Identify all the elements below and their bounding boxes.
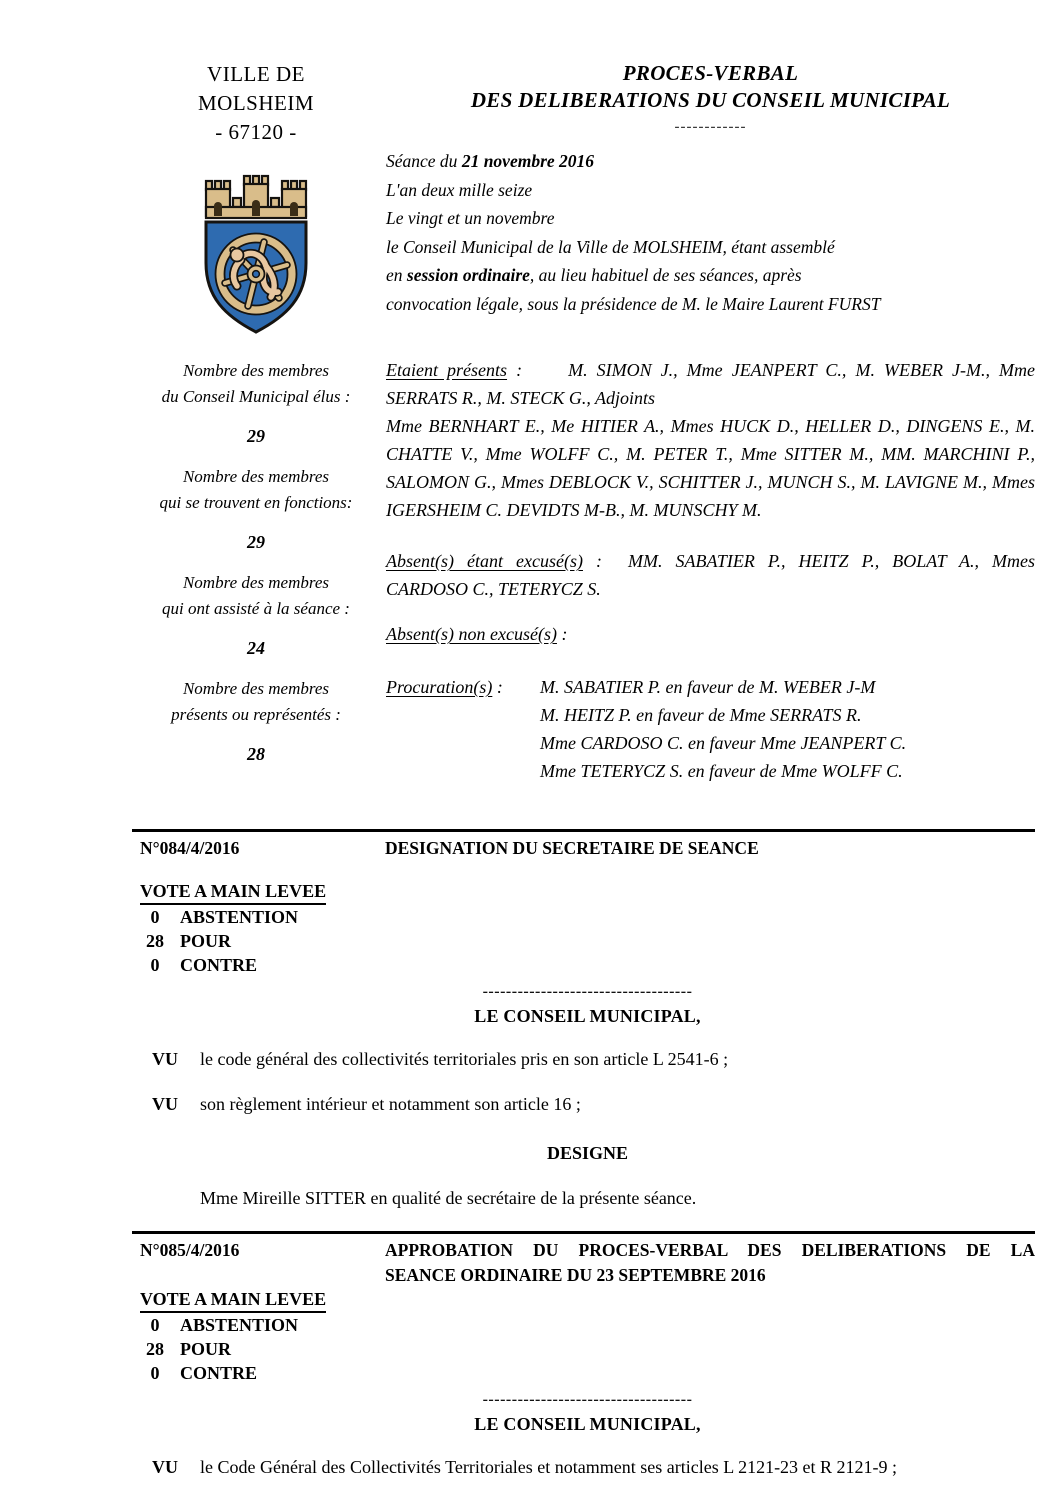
molsheim-coat-of-arms-icon (190, 167, 322, 341)
deliberation-ref: N°084/4/2016 (140, 838, 240, 858)
count-attended-value: 24 (247, 638, 265, 658)
deliberation-title-line-1: APPROBATION DU PROCES-VERBAL DES DELIBERATIONS DE LA (385, 1240, 1035, 1260)
vote-count: 28 (146, 1339, 164, 1359)
member-counts (140, 356, 372, 785)
session-date: 21 novembre 2016 (461, 151, 595, 171)
decision-heading: DESIGNE (546, 1143, 629, 1163)
council-heading: LE CONSEIL MUNICIPAL, (474, 1414, 701, 1434)
vote-row-contre (140, 1361, 1035, 1385)
deliberation-title-line-2: SEANCE ORDINAIRE DU 23 SEPTEMBRE 2016 (385, 1265, 766, 1285)
document-title-line-2: DES DELIBERATIONS DU CONSEIL MUNICIPAL (470, 88, 951, 112)
vote-count: 0 (150, 1363, 160, 1383)
clause-text: son règlement intérieur et notamment son article 16 ; (200, 1094, 581, 1114)
decision-text: Mme Mireille SITTER en qualité de secrétaire de la présente séance. (200, 1188, 697, 1208)
session-date-line: Séance du 21 novembre 2016 (386, 151, 595, 171)
vote-method-heading: VOTE A MAIN LEVEE (140, 1289, 326, 1313)
presents-label: Etaient présents (386, 360, 508, 380)
clause-keyword: VU (152, 1457, 178, 1477)
count-in-office-label: Nombre des membres qui se trouvent en fonctions: (159, 467, 353, 512)
attendance-section (140, 356, 1035, 785)
vote-label: ABSTENTION (180, 1315, 299, 1335)
council-heading: LE CONSEIL MUNICIPAL, (474, 1006, 701, 1026)
attendance-absent-not-excused: Absent(s) non excusé(s) : (386, 624, 568, 644)
procurations-label-wrap: Procuration(s) : (386, 677, 503, 697)
clause-keyword: VU (152, 1049, 178, 1069)
vote-count: 0 (150, 955, 160, 975)
document-title-line-1: PROCES-VERBAL (622, 61, 799, 85)
session-line-5: en session ordinaire, au lieu habituel de ses séances, après (386, 265, 802, 285)
section-divider (132, 829, 1035, 832)
vote-label: CONTRE (180, 955, 258, 975)
clause-text: le code général des collectivités territoriales pris en son article L 2541-6 ; (200, 1049, 729, 1069)
presents-others: Mme BERNHART E., Me HITIER A., Mmes HUCK D., HELLER D., DINGENS E., M. CHATTE V., Mme WOLFF C., M. PETER T., Mme SITTER M., MM. MARCHINI P., SALOMON G., Mmes DEBLOCK V., SCHITTER J., MUNCH S., M. LAVIGNE M., Mmes IGERSHEIM C. DEVIDTS M-B., M. MUNSCHY M. (386, 416, 1035, 520)
document-header (140, 60, 1035, 346)
vote-label: POUR (180, 931, 231, 951)
procuration-item: Mme TETERYCZ S. en faveur de Mme WOLFF C. (540, 761, 903, 781)
procurations-label: Procuration(s) (386, 677, 493, 697)
attendance-lists (386, 356, 1035, 785)
count-in-office-value: 29 (247, 532, 265, 552)
procuration-item: Mme CARDOSO C. en faveur Mme JEANPERT C. (540, 733, 907, 753)
session-line-3: Le vingt et un novembre (386, 208, 555, 228)
document-title (386, 60, 1035, 114)
deliberation-ref: N°085/4/2016 (140, 1240, 240, 1260)
clause-keyword: VU (152, 1094, 178, 1114)
city-name (140, 60, 372, 147)
vote-method-heading: VOTE A MAIN LEVEE (140, 881, 326, 905)
count-elected-value: 29 (247, 426, 265, 446)
count-represented-label: Nombre des membres présents ou représentés : (171, 679, 341, 724)
deliberation-title (385, 1238, 1035, 1288)
session-type: session ordinaire (406, 265, 530, 285)
count-represented-value: 28 (247, 744, 265, 764)
postal-code: - 67120 - (215, 120, 297, 144)
clause-vu-1 (140, 1047, 1035, 1072)
deliberation-085-heading (140, 1238, 1035, 1288)
clause-vu-1 (140, 1455, 1035, 1480)
procuration-item: M. SABATIER P. en faveur de M. WEBER J-M (540, 677, 876, 697)
vote-label: ABSTENTION (180, 907, 299, 927)
clause-text: le Code Général des Collectivités Territoriales et notamment ses articles L 2121-23 et R 2121-9 ; (200, 1457, 898, 1477)
vote-row-pour (140, 929, 1035, 953)
presents-adjoints: M. SIMON J., Mme JEANPERT C., M. WEBER J-M., Mme SERRATS R., M. STECK G., Adjoints (386, 360, 1035, 408)
deliberation-title: DESIGNATION DU SECRETAIRE DE SEANCE (385, 838, 759, 858)
absent-excused-label: Absent(s) étant excusé(s) (386, 551, 583, 571)
absent-not-excused-label: Absent(s) non excusé(s) (386, 624, 557, 644)
city-line-1: VILLE DE (207, 62, 305, 86)
vote-count: 0 (150, 907, 160, 927)
attendance-presents: Etaient présents : M. SIMON J., Mme JEANPERT C., M. WEBER J-M., Mme SERRATS R., M. STECK G., Adjoints Mme BERNHART E., Me HITIER A., Mmes HUCK D., HELLER D., DINGENS E., M. CHATTE V., Mme WOLFF C., M. PETER T., Mme SITTER M., MM. MARCHINI P., SALOMON G., Mmes DEBLOCK V., SCHITTER J., MUNCH S., M. LAVIGNE M., Mmes IGERSHEIM C. DEVIDTS M-B., M. MUNSCHY M. (386, 360, 1035, 520)
deliberation-084 (140, 829, 1035, 1209)
section-divider (132, 1231, 1035, 1234)
city-block (140, 60, 372, 346)
count-elected-label: Nombre des membres du Conseil Municipal élus : (161, 361, 351, 406)
procurations-list (540, 673, 906, 785)
attendance-procurations (386, 673, 1035, 785)
deliberation-085 (140, 1231, 1035, 1480)
session-line-2: L'an deux mille seize (386, 179, 533, 200)
session-line-4: le Conseil Municipal de la Ville de MOLSHEIM, étant assemblé (386, 236, 835, 257)
vote-label: POUR (180, 1339, 231, 1359)
header-right (386, 60, 1035, 346)
vote-row-contre (140, 953, 1035, 977)
vote-row-abstention (140, 905, 1035, 929)
procuration-item: M. HEITZ P. en faveur de Mme SERRATS R. (540, 705, 862, 725)
vote-label: CONTRE (180, 1363, 258, 1383)
session-info (386, 147, 1035, 318)
vote-row-abstention (140, 1313, 1035, 1337)
count-attended-label: Nombre des membres qui ont assisté à la séance : (162, 573, 350, 618)
vote-count: 0 (150, 1315, 160, 1335)
session-line-6: convocation légale, sous la présidence de M. le Maire Laurent FURST (386, 293, 881, 314)
title-separator: ------------ (674, 119, 747, 135)
vote-row-pour (140, 1337, 1035, 1361)
clause-vu-2 (140, 1092, 1035, 1117)
city-line-2: MOLSHEIM (197, 91, 314, 115)
attendance-absent-excused: Absent(s) étant excusé(s) : MM. SABATIER P., HEITZ P., BOLAT A., Mmes CARDOSO C., TETERYCZ S. (386, 551, 1036, 599)
dashed-separator: ------------------------------------ (482, 983, 693, 1000)
absent-excused-names: MM. SABATIER P., HEITZ P., BOLAT A., Mmes CARDOSO C., TETERYCZ S. (386, 551, 1036, 599)
deliberation-084-heading (140, 836, 1035, 861)
vote-count: 28 (146, 931, 164, 951)
dashed-separator: ------------------------------------ (482, 1391, 693, 1408)
